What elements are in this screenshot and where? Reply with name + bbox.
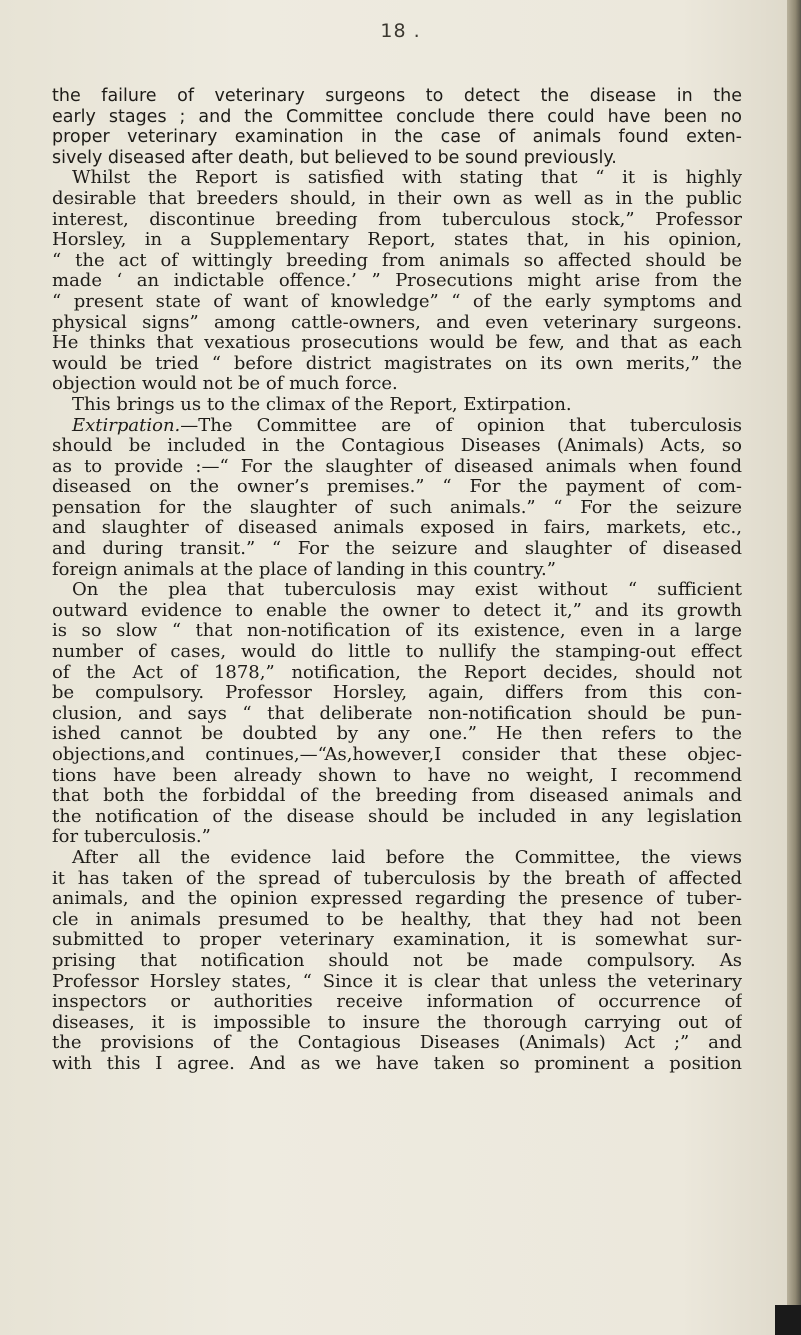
text-line: inspectors or authorities receive information of occurrence of — [52, 992, 742, 1013]
text-line: the provisions of the Contagious Diseases (Animals) Act ;” and — [52, 1033, 742, 1054]
text-line: submitted to proper veterinary examination, it is somewhat sur- — [52, 930, 742, 951]
text-line: animals, and the opinion expressed regarding the presence of tuber- — [52, 889, 742, 910]
text-line: He thinks that vexatious prosecutions would be few, and that as each — [52, 333, 742, 354]
text-line: pensation for the slaughter of such animals.” “ For the seizure — [52, 497, 742, 518]
text-line: “ present state of want of knowledge” “ of the early symptoms and — [52, 291, 742, 312]
text-line: it has taken of the spread of tuberculosis by the breath of affected — [52, 868, 742, 889]
text-line: should be included in the Contagious Diseases (Animals) Acts, so — [52, 436, 742, 457]
text-line: as to provide :—“ For the slaughter of diseased animals when found — [52, 456, 742, 477]
text-line: This brings us to the climax of the Report, Extirpation. — [72, 394, 572, 415]
text-line: the failure of veterinary surgeons to detect the disease in the — [52, 86, 742, 106]
text-line: outward evidence to enable the owner to detect it,” and its growth — [52, 600, 742, 621]
text-line: sively diseased after death, but believed to be sound previously. — [52, 147, 617, 168]
page-edge-shadow — [787, 0, 801, 1335]
text-line: and slaughter of diseased animals exposed in fairs, markets, etc., — [52, 518, 742, 539]
text-line: After all the evidence laid before the Committee, the views — [72, 847, 742, 868]
text-line: “ the act of wittingly breeding from animals so affected should be — [52, 250, 742, 271]
text-line: Horsley, in a Supplementary Report, states that, in his opinion, — [52, 230, 742, 251]
text-line: the notification of the disease should be included in any legislation — [52, 806, 742, 827]
text-line: be compulsory. Professor Horsley, again, differs from this con- — [52, 683, 742, 704]
text-line: would be tried “ before district magistrates on its own merits,” the — [52, 353, 742, 374]
text-line: number of cases, would do little to nullify the stamping-out effect — [52, 642, 742, 663]
corner-mark — [775, 1305, 801, 1335]
text-line: of the Act of 1878,” notification, the Report decides, should not — [52, 662, 742, 683]
page-number: 18 . — [380, 20, 421, 42]
text-line: tions have been already shown to have no weight, I recommend — [52, 765, 742, 786]
text-line: prising that notification should not be made compulsory. As — [52, 950, 742, 971]
body-text — [52, 86, 742, 1075]
text-line: Professor Horsley states, “ Since it is clear that unless the veterinary — [52, 971, 742, 992]
text-line: that both the forbiddal of the breeding from diseased animals and — [52, 786, 742, 807]
text-line: foreign animals at the place of landing in this country.” — [52, 559, 556, 580]
text-line: and during transit.” “ For the seizure and slaughter of diseased — [52, 539, 742, 560]
text-line: diseases, it is impossible to insure the thorough carrying out of — [52, 1012, 742, 1033]
text-line: desirable that breeders should, in their own as well as in the public — [52, 188, 742, 209]
text-line: early stages ; and the Committee conclude there could have been no — [52, 106, 742, 127]
text-line: ished cannot be doubted by any one.” He then refers to the — [52, 724, 742, 745]
text-line: interest, discontinue breeding from tuberculous stock,” Professor — [52, 209, 742, 230]
text-line: for tuberculosis.” — [52, 827, 211, 848]
text-line: is so slow “ that non-notification of its existence, even in a large — [52, 621, 742, 642]
text-line: diseased on the owner’s premises.” “ For the payment of com- — [52, 477, 742, 498]
text-line: clusion, and says “ that deliberate non-notification should be pun- — [52, 703, 742, 724]
text-line: made ‘ an indictable offence.’ ” Prosecutions might arise from the — [52, 271, 742, 292]
text-line: proper veterinary examination in the case of animals found exten- — [52, 127, 742, 148]
section-heading-line: Extirpation.—The Committee are of opinion that tuberculosis — [72, 415, 742, 436]
text-line: objection would not be of much force. — [52, 374, 398, 395]
text-line: objections,and continues,—“As,however,I consider that these objec- — [52, 745, 742, 765]
text-line: cle in animals presumed to be healthy, that they had not been — [52, 909, 742, 930]
text-line: On the plea that tuberculosis may exist without “ sufficient — [72, 580, 742, 601]
text-line: Whilst the Report is satisfied with stating that “ it is highly — [72, 168, 742, 189]
text-line: physical signs” among cattle-owners, and even veterinary surgeons. — [52, 312, 742, 333]
text-line: with this I agree. And as we have taken so prominent a position — [52, 1053, 742, 1074]
